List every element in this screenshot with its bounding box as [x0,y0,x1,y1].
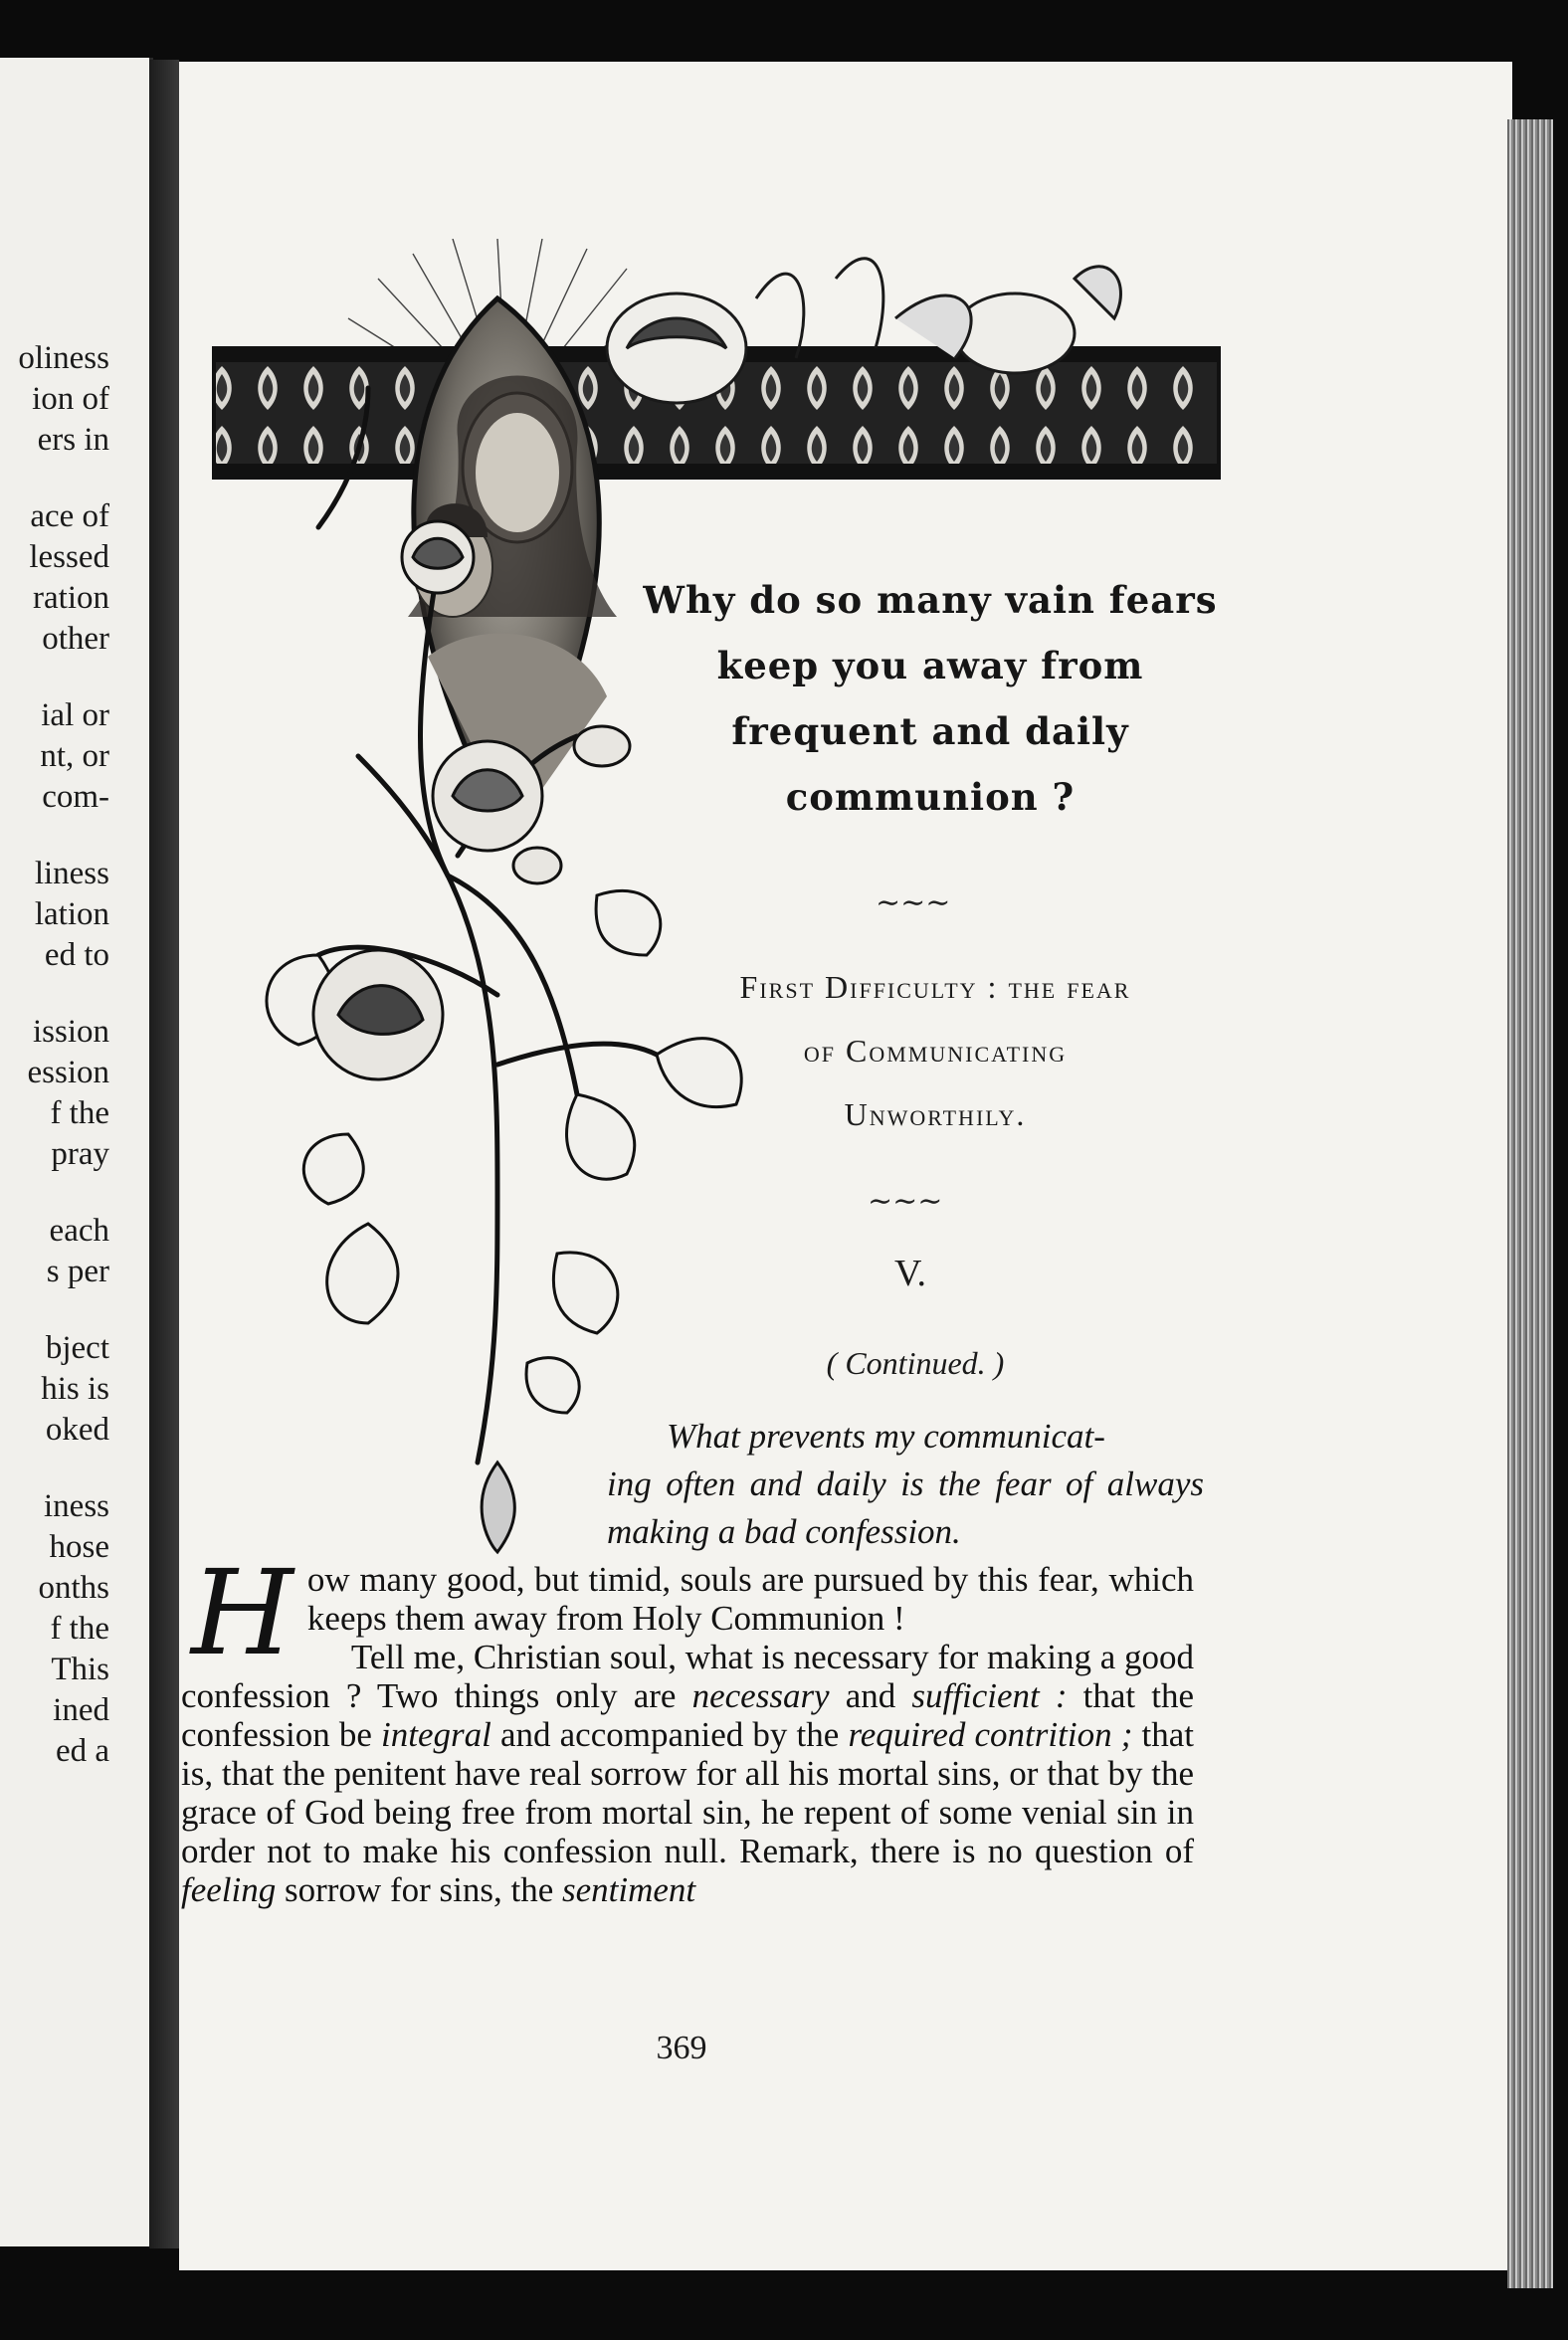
left-page-text-fragment: lation [34,896,109,932]
continued-note: ( Continued. ) [826,1345,1005,1381]
book-gutter [149,60,179,2248]
chapter-number: V. [893,1253,927,1294]
left-page-text-fragment: each [49,1213,109,1249]
subhead-line: Unworthily. [844,1096,1027,1132]
subhead-line: of Communicating [803,1033,1068,1069]
left-page-text-fragment: bject [45,1330,109,1366]
left-page-text-fragment: ined [53,1692,109,1728]
text-run: that the confession be [181,1676,1194,1754]
drop-cap: H [191,1544,294,1681]
text-run: and accompanied by the [490,1715,849,1754]
emphasis: integral [381,1715,491,1754]
left-page-text-fragment: hose [49,1529,109,1565]
left-page-text-fragment: pray [51,1136,109,1172]
subhead-line: First Difficulty : the fear [739,969,1131,1005]
left-page-text-fragment: f the [50,1095,109,1131]
left-page-text-fragment: s per [46,1254,109,1289]
section-subheading [637,955,1234,1146]
title-line: frequent and daily [731,709,1129,753]
text-run: sorrow for sins, the [276,1870,562,1909]
left-page-text-fragment: ers in [37,422,109,458]
emphasis: feeling [181,1870,277,1909]
left-page-text-fragment: ed a [55,1733,109,1769]
lead-quote [607,1413,1204,1556]
left-page-text-fragment: his is [41,1371,109,1407]
lead-line: always making a bad confession. [607,1464,1204,1551]
left-page-text-fragment: lessed [29,539,109,575]
swash-divider: ∼∼∼ [876,885,951,920]
left-page-text-fragment: ial or [41,697,109,733]
swash-divider: ∼∼∼ [868,1184,943,1219]
left-page-text-fragment: This [51,1652,109,1687]
left-page-text-fragment: iness [44,1488,109,1524]
left-page-text-fragment: ration [33,580,109,616]
text-run: that is, that the penitent have real sorrow for all his mortal sins, or that by the grace of God being free from mortal sin, he repent of some venial sin in order not to make his confession null. Remark, there is no question of [181,1715,1194,1870]
left-page [0,58,153,2246]
left-page-text-fragment: com- [42,779,109,815]
rose-ornament-illustration [199,239,1234,1562]
left-page-text-fragment: nt, or [40,738,109,774]
lead-line: What prevents my communicat- [667,1417,1105,1456]
emphasis: sentiment [562,1870,696,1909]
page-number: 369 [656,2030,707,2066]
emphasis: sufficient : [911,1676,1068,1715]
chapter-title [607,567,1254,830]
emphasis: necessary [691,1676,830,1715]
text-run: Tell me, Christian soul, what is necessary for making a good confession ? Two things only are [181,1638,1194,1715]
emphasis: required contrition ; [848,1715,1133,1754]
title-line: keep you away from [716,644,1144,687]
paragraph [181,1638,1194,1909]
left-page-text-fragment: oliness [18,340,109,376]
title-line: communion ? [785,775,1076,819]
body-text [181,1544,1194,1909]
lead-line: ing often and daily is the fear of [607,1464,1093,1503]
left-page-text-fragment: ission [32,1014,109,1050]
left-page-text-fragment: ion of [32,381,109,417]
left-page-text-fragment: f the [50,1611,109,1647]
paragraph-text: ow many good, but timid, souls are pursued by this fear, which keeps them away from Holy Communion ! [306,1560,1194,1638]
title-line: Why do so many vain fears [643,578,1218,622]
left-page-text-fragment: ession [27,1055,109,1090]
left-page-text-fragment: ed to [44,937,109,973]
left-page-text-fragment: liness [34,856,109,891]
left-page-text-fragment: other [42,621,109,657]
left-page-text-fragment: oked [45,1412,109,1448]
text-run: and [829,1676,912,1715]
page-edges [1507,119,1553,2288]
left-page-text-fragment: onths [38,1570,109,1606]
left-page-text-fragment: ace of [30,498,109,534]
